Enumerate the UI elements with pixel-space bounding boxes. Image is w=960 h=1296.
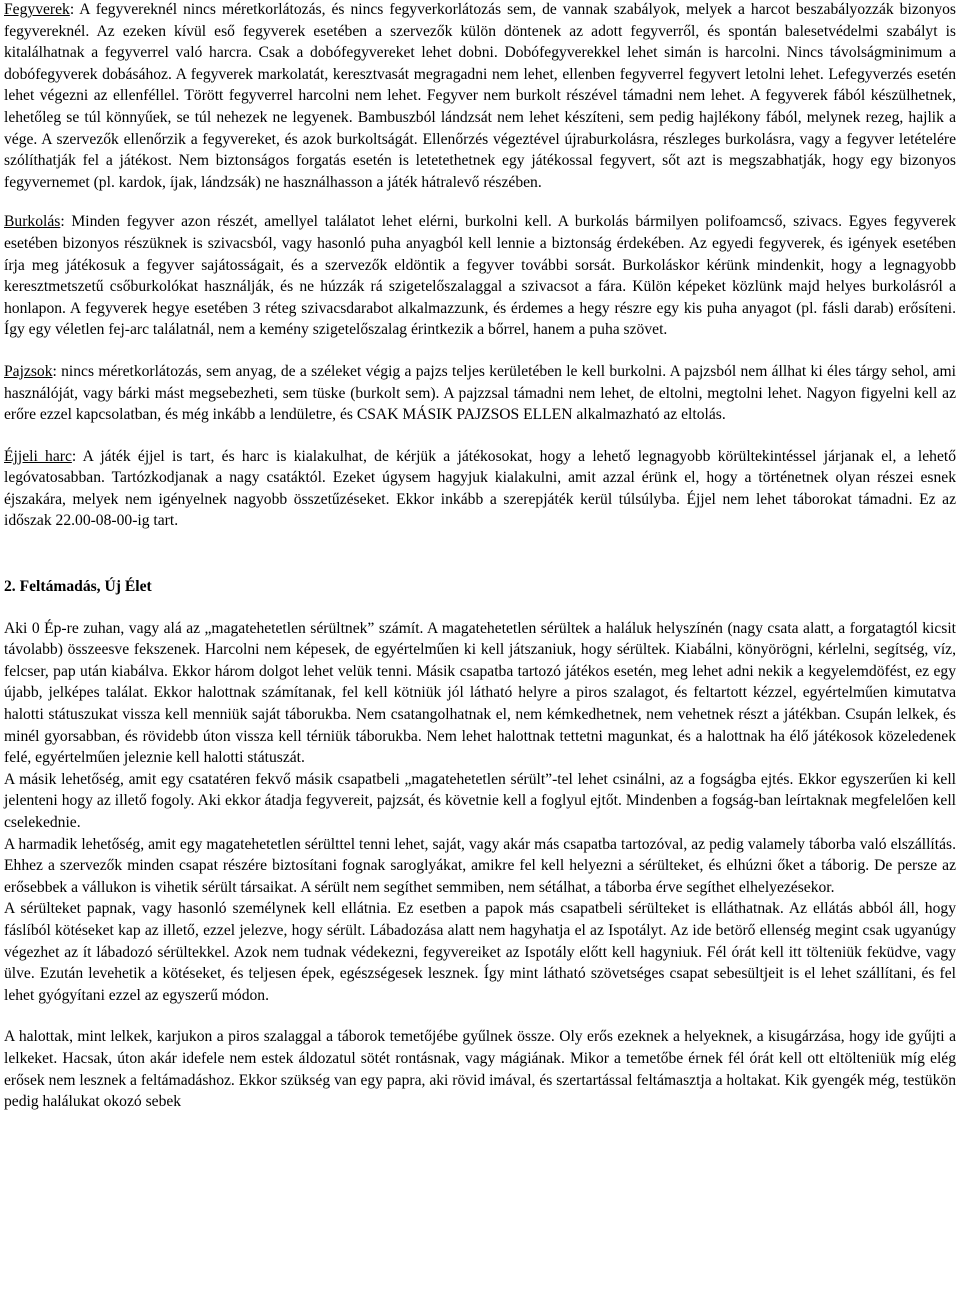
term-ejjeli-harc: Éjjeli harc (4, 447, 72, 465)
paragraph-text: : nincs méretkorlátozás, sem anyag, de a széleket végig a pajzs teljes kerületében le kell burkolni. A pajzsból nem állhat ki éles tárgy sehol, ami használóját, vagy bárki mást megsebezheti, sem tüske (burkolt sem). A pajzzsal támadni nem lehet, de eltolni, megtolni lehet. Nagyon figyelni kell az erőre ezzel kapcsolatban, és még inkább a lendületre, és CSAK MÁSIK PAJZSOS ELLEN alkalmazható az eltolás. (4, 362, 956, 424)
spacer (4, 598, 956, 618)
spacer (4, 341, 956, 361)
term-pajzsok: Pajzsok (4, 362, 53, 380)
paragraph-section2-5: A halottak, mint lelkek, karjukon a piros szalaggal a táborok temetőjébe gyűlnek össze. Oly erős ezeknek a helyeknek, a kisugárzása, hogy ide gyűjti a lelkeket. Hacsak, úton akár idefele nem estek áldozatul sötét rontásnak, vagy mágiának. Mikor a temetőbe érnek fél órát kell ott eltölteniük míg elég erősek nem lesznek a feltámadáshoz. Ekkor szükség van egy papra, aki rövid imával, és szertartással feltámasztja a holtakat. Kik gyengék még, testükön pedig halálukat okozó sebek (4, 1028, 956, 1111)
spacer (4, 532, 956, 576)
paragraph-section2-2: A másik lehetőség, amit egy csatatéren fekvő másik csapatbeli „magatehetetlen sérült”-tel lehet csinálni, az a fogságba ejtés. Ekkor egyszerűen ki kell jelenteni hogy az illető fogoly. Aki ekkor átadja fegyvereit, pajzsát, és követnie kell a foglyul ejtőt. Mindenben a fogság-ban leírtaknak megfelelően kell cselekednie. (4, 770, 956, 831)
paragraph-text: : A játék éjjel is tart, és harc is kialakulhat, de kérjük a játékosokat, hogy a lehető legnagyobb körültekintéssel járjanak el, a lehető legóvatosabban. Tartózkodjanak a nagy csatáktól. Ezeket úgysem hagyjuk kialakulni, amit azzal érünk el, hogy a történetnek olyan részei esnek éjszakára, melyek nem igényelnek nagyobb összetűzéseket. Ekkor inkább a szerepjáték kerül túlsúlyba. Éjjel nem lehet táborokat támadni. Ez az időszak 22.00-08-00-ig tart. (4, 447, 956, 530)
paragraph-section2-4: A sérülteket papnak, vagy hasonló személynek kell ellátnia. Ez esetben a papok más csapatbeli sérülteket is elláthatnak. Az ellátás abból áll, hogy fáslíból kötéseket kap az illető, ezzel jelezve, hogy sérült. Lábadozása alatt nem hagyhatja el az Ispotályt. Az ide betörő ellenség megint csak ugyanúgy végezhet az ít lábadozó sérültekkel. Azok nem tudnak védekezni, fegyvereiket az Ispotály előtt kell hagyniuk. Fél órát kell itt tölteniük feküdve, vagy ülve. Ezután levehetik a kötéseket, és teljesen épek, egészségesek lesznek. Így mint látható szövetséges csapat sebesültjeit is el lehet szállítani, és fel lehet gyógyítani ezzel az egyszerű módon. (4, 900, 956, 1004)
paragraph-text: : A fegyvereknél nincs méretkorlátozás, és nincs fegyverkorlátozás sem, de vannak szabályok, melyek a harcot beszabályozzák bizonyos fegyvereknél. Az ezeken kívül eső fegyverek esetében a szervezők külön döntenek az adott fegyverről, és spontán balesetvédelmi szabályt is kitalálhatnak a fegyverrel való harcra. Csak a dobófegyvereket lehet dobni. Dobófegyverekkel lehet simán is harcolni. Nincs távolságminimum a dobófegyverek dobásához. A fegyverek markolatát, keresztvasát megragadni nem lehet, ellenben fegyverrel fegyvert letolni lehet. Lefegyverzés esetén lehet végezni az ellenféllel. Törött fegyverrel harcolni nem lehet. Fegyver nem burkolt részével támadni nem lehet. A fegyverek fából készülhetnek, lehetőleg se túl könnyűek, se túl nehezek ne legyenek. Bambuszból lándzsát nem lehet készíteni, sem pedig hajlékony fából, melynek rezeg, hajlik a vége. A szervezők ellenőrzik a fegyvereket, és azok burkoltságát. Ellenőrzés végeztével újraburkolásra, részleges burkolásra, vagy a fegyver letételére szólíthatják fel a játékost. Nem biztonságos forgatás esetén is letetethetnek egy játékossal fegyvert, sőt azt is megszabhatják, hogy egy bizonyos fegyvernemet (pl. kardok, íjak, lándzsák) ne használhasson a játék hátralevő részében. (4, 1, 956, 191)
paragraph-text: : Minden fegyver azon részét, amellyel találatot lehet elérni, burkolni kell. A burkolás bármilyen polifoamcső, szivacs. Egyes fegyverek esetében bizonyos részüknek is szivacsból, vagy hasonló puha anyagból kell lennie a biztonság érdekében. Az egyedi fegyverek, és igények esetében írja meg játékosuk a fegyver sajátosságait, és a szervezők eldöntik a fegyver további sorsát. Burkoláskor kérünk mindenkit, hogy a legnagyobb keresztmetszetű csőburkolókat használják, és ne húzzák rá szigetelőszalaggal a szivacsot a fára. Külön képeket közlünk majd helyes burkolásról a honlapon. A fegyverek hegye esetében 3 réteg szivacsdarabot alkalmazzunk, és érdemes a hegy részre egy kis puha anyagot (pl. fásli darab) erősíteni. Így egy véletlen fej-arc találatnál, nem a kemény szigetelőszalag érintkezik a bőrrel, hanem a puha szövet. (4, 213, 956, 339)
term-fegyverek: Fegyverek (4, 1, 70, 18)
term-burkolas: Burkolás (4, 213, 61, 231)
paragraph-pajzsok (4, 361, 956, 426)
paragraph-fegyverek (4, 0, 956, 193)
paragraph-ejjeli-harc (4, 446, 956, 532)
spacer (4, 1006, 956, 1026)
paragraph-section2-3: A harmadik lehetőség, amit egy magatehetetlen sérülttel tenni lehet, saját, vagy akár más csapatba tartozóval, az pedig valamely táborba való elszállítás. Ehhez a szervezők minden csapat részére biztosítani fognak saroglyákat, amikre fel kell helyezni a sérülteket, és elhúzni őket a táborig. De persze az erősebbek a vállukon is vihetik sérült társaikat. A sérült nem segíthet semmiben, nem sétálhat, a táborba érve segíthet elhelyezésekor. (4, 835, 956, 896)
paragraph-burkolas (4, 211, 956, 341)
spacer (4, 426, 956, 446)
spacer (4, 193, 956, 211)
paragraph-section2-1: Aki 0 Ép-re zuhan, vagy alá az „magatehetetlen sérültnek” számít. A magatehetetlen sérültek a haláluk helyszínén (nagy csata alatt, a forgatagtól kicsit távolabb) összeesve fekszenek. Harcolni nem képesek, de egyértelműen ki kell játszaniuk, hogy sérültek. Kiabálni, könyörögni, kérlelni, segítség, víz, felcser, pap után kiabálva. Ekkor három dolgot lehet velük tenni. Másik csapatba tartozó játékos esetén, meg lehet adni nekik a kegyelemdöfést, ez egy újabb, jelképes találat. Ekkor halottnak számítanak, fel kell kötniük jól látható helyre a piros szalagot, és feltartott kézzel, egyértelműen kimutatva halotti státuszukat vissza kell menniük saját táborukba. Nem csatangolhatnak el, nem kémkedhetnek, nem vehetnek részt a játékban. Csupán lelkek, és minél gyorsabban, és rövidebb úton vissza kell térniük táborukba. Nem lehet halottnak tettetni magunkat, és a halottnak ha élő játékosok közeledenek felé, egyértelműen jeleznie kell halotti státuszát. (4, 619, 956, 767)
section-heading: 2. Feltámadás, Új Élet (4, 578, 152, 596)
